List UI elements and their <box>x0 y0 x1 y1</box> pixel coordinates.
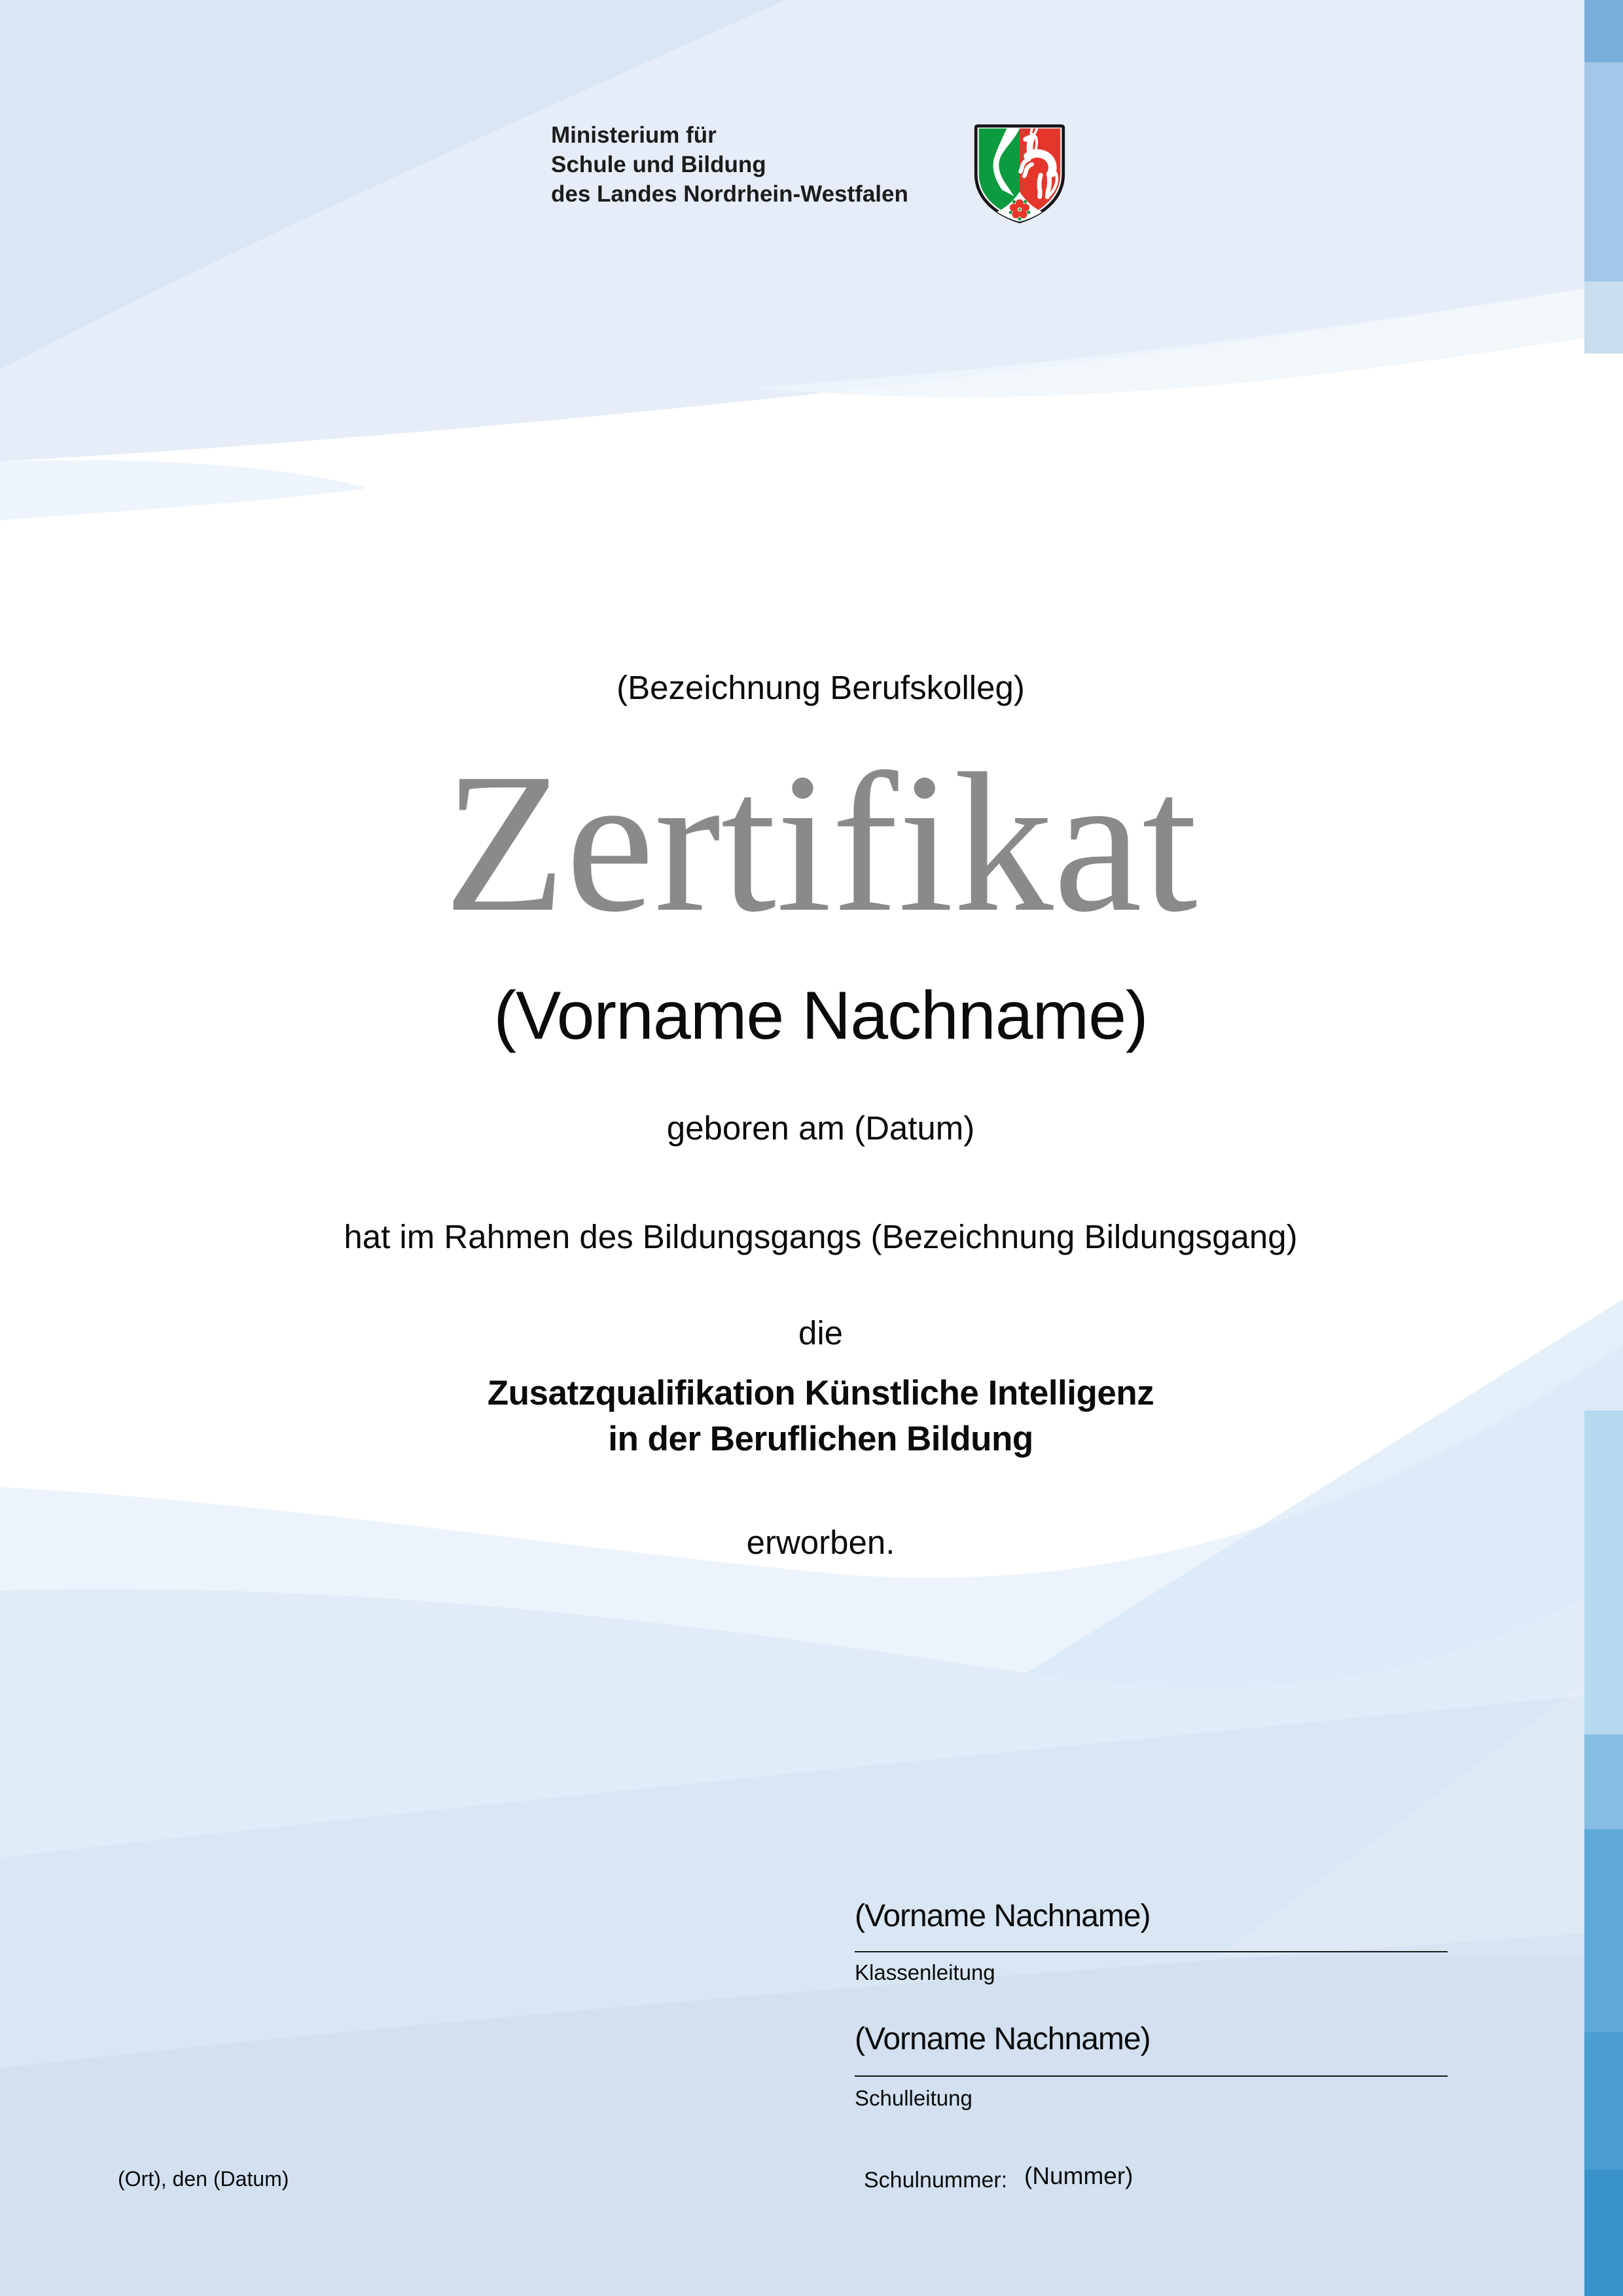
birth-date-line: geboren am (Datum) <box>666 1109 975 1147</box>
student-name-placeholder: (Vorname Nachname) <box>493 978 1148 1054</box>
signature-line-schulleitung <box>855 2075 1448 2077</box>
school-number-label: Schulnummer: <box>864 2168 1008 2193</box>
signature-role-schulleitung: Schulleitung <box>855 2086 972 2110</box>
school-name-placeholder: (Bezeichnung Berufskolleg) <box>616 669 1025 706</box>
school-number-placeholder: (Nummer) <box>1024 2162 1133 2189</box>
ministry-line-1: Ministerium für <box>551 122 717 148</box>
article-line: die <box>798 1314 844 1352</box>
ministry-line-2: Schule und Bildung <box>551 152 766 177</box>
qualification-title <box>9 1371 1623 1462</box>
qualification-line-2: in der Beruflichen Bildung <box>608 1420 1033 1458</box>
place-date-placeholder: (Ort), den (Datum) <box>118 2167 289 2191</box>
signature-role-klassenleitung: Klassenleitung <box>855 1960 995 1984</box>
signature-name-klassenleitung: (Vorname Nachname) <box>855 1899 1150 1933</box>
nrw-coat-of-arms-icon <box>971 123 1069 225</box>
program-line: hat im Rahmen des Bildungsgangs (Bezeichnung Bildungsgang) <box>344 1218 1298 1255</box>
page-title: Zertifikat <box>444 732 1198 953</box>
qualification-line-1: Zusatzqualifikation Künstliche Intelligenz <box>487 1374 1154 1412</box>
closing-line: erworben. <box>746 1524 895 1561</box>
signature-name-schulleitung: (Vorname Nachname) <box>855 2022 1150 2056</box>
ministry-wordmark <box>551 120 908 209</box>
ministry-line-3: des Landes Nordrhein-Westfalen <box>551 181 908 207</box>
signature-line-klassenleitung <box>855 1951 1448 1952</box>
